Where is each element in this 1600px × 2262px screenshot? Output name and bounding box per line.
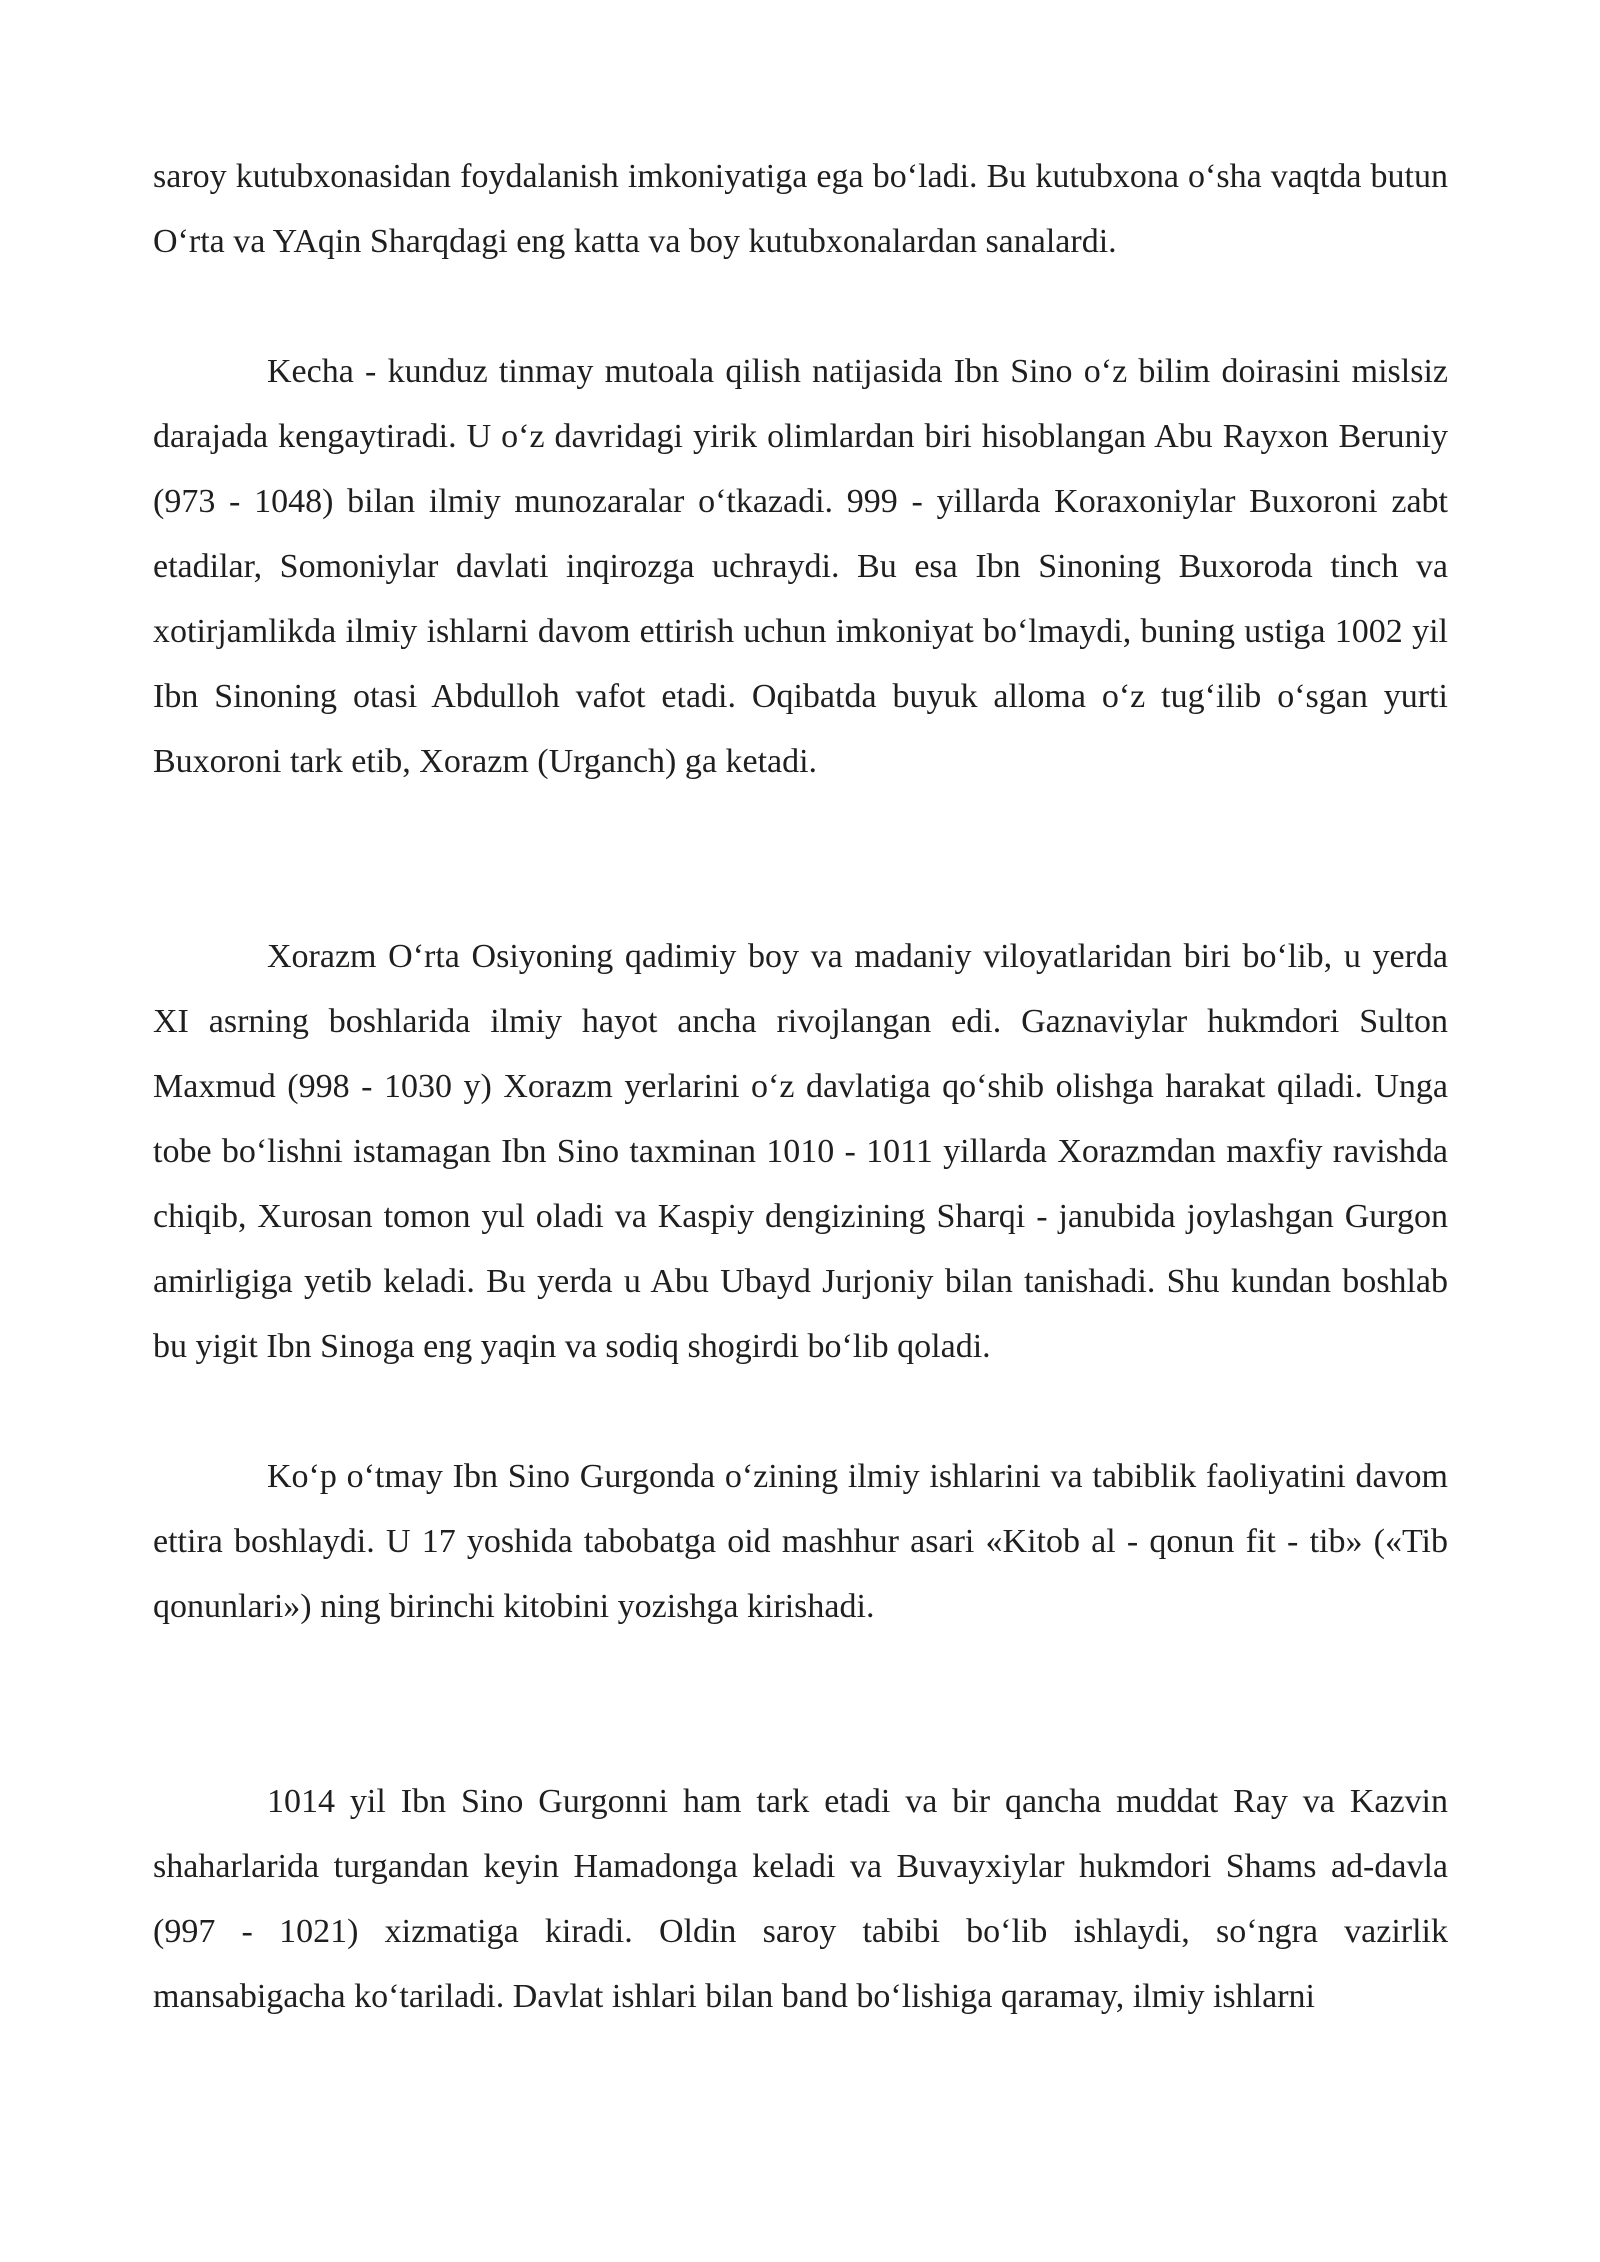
paragraph-text: Ko‘p o‘tmay Ibn Sino Gurgonda o‘zining ilmiy ishlarini va tabiblik faoliyatini davom ettira boshlaydi. U 17 yoshida tabobatga oid mashhur asari «Kitob al - qonun fit - tib» («Tib qonunlari») ning birinchi kitobini yozishga kirishadi. [153, 1458, 1448, 1625]
paragraph-text: 1014 yil Ibn Sino Gurgonni ham tark etadi va bir qancha muddat Ray va Kazvin shaharlarida turgandan keyin Hamadonga keladi va Buvayxiylar hukmdori Shams ad-davla (997 - 1021) xizmatiga kiradi. Oldin saroy tabibi bo‘lib ishlaydi, so‘ngra vazirlik mansabigacha ko‘tariladi. Davlat ishlari bilan band bo‘lishiga qaramay, ilmiy ishlarni [153, 1783, 1448, 2015]
paragraph-text: saroy kutubxonasidan foydalanish imkoniyatiga ega bo‘ladi. Bu kutubxona o‘sha vaqtda butun O‘rta va YAqin Sharqdagi eng katta va boy kutubxonalardan sanalardi. [153, 158, 1448, 260]
paragraph-xorazm [153, 924, 1448, 1379]
paragraph-kecha-kunduz [153, 339, 1448, 794]
paragraph-gurgon [153, 1444, 1448, 1639]
paragraph-continuation [153, 144, 1448, 274]
paragraph-hamadon [153, 1769, 1448, 2029]
paragraph-text: Kecha - kunduz tinmay mutoala qilish natijasida Ibn Sino o‘z bilim doirasini mislsiz darajada kengaytiradi. U o‘z davridagi yirik olimlardan biri hisoblangan Abu Rayxon Beruniy (973 - 1048) bilan ilmiy munozaralar o‘tkazadi. 999 - yillarda Koraxoniylar Buxoroni zabt etadilar, Somoniylar davlati inqirozga uchraydi. Bu esa Ibn Sinoning Buxoroda tinch va xotirjamlikda ilmiy ishlarni davom ettirish uchun imkoniyat bo‘lmaydi, buning ustiga 1002 yil Ibn Sinoning otasi Abdulloh vafot etadi. Oqibatda buyuk alloma o‘z tug‘ilib o‘sgan yurti Buxoroni tark etib, Xorazm (Urganch) ga ketadi. [153, 353, 1448, 780]
paragraph-text: Xorazm O‘rta Osiyoning qadimiy boy va madaniy viloyatlaridan biri bo‘lib, u yerda XI asrning boshlarida ilmiy hayot ancha rivojlangan edi. Gaznaviylar hukmdori Sulton Maxmud (998 - 1030 y) Xorazm yerlarini o‘z davlatiga qo‘shib olishga harakat qiladi. Unga tobe bo‘lishni istamagan Ibn Sino taxminan 1010 - 1011 yillarda Xorazmdan maxfiy ravishda chiqib, Xurosan tomon yul oladi va Kaspiy dengizining Sharqi - janubida joylashgan Gurgon amirligiga yetib keladi. Bu yerda u Abu Ubayd Jurjoniy bilan tanishadi. Shu kundan boshlab bu yigit Ibn Sinoga eng yaqin va sodiq shogirdi bo‘lib qoladi. [153, 938, 1448, 1365]
